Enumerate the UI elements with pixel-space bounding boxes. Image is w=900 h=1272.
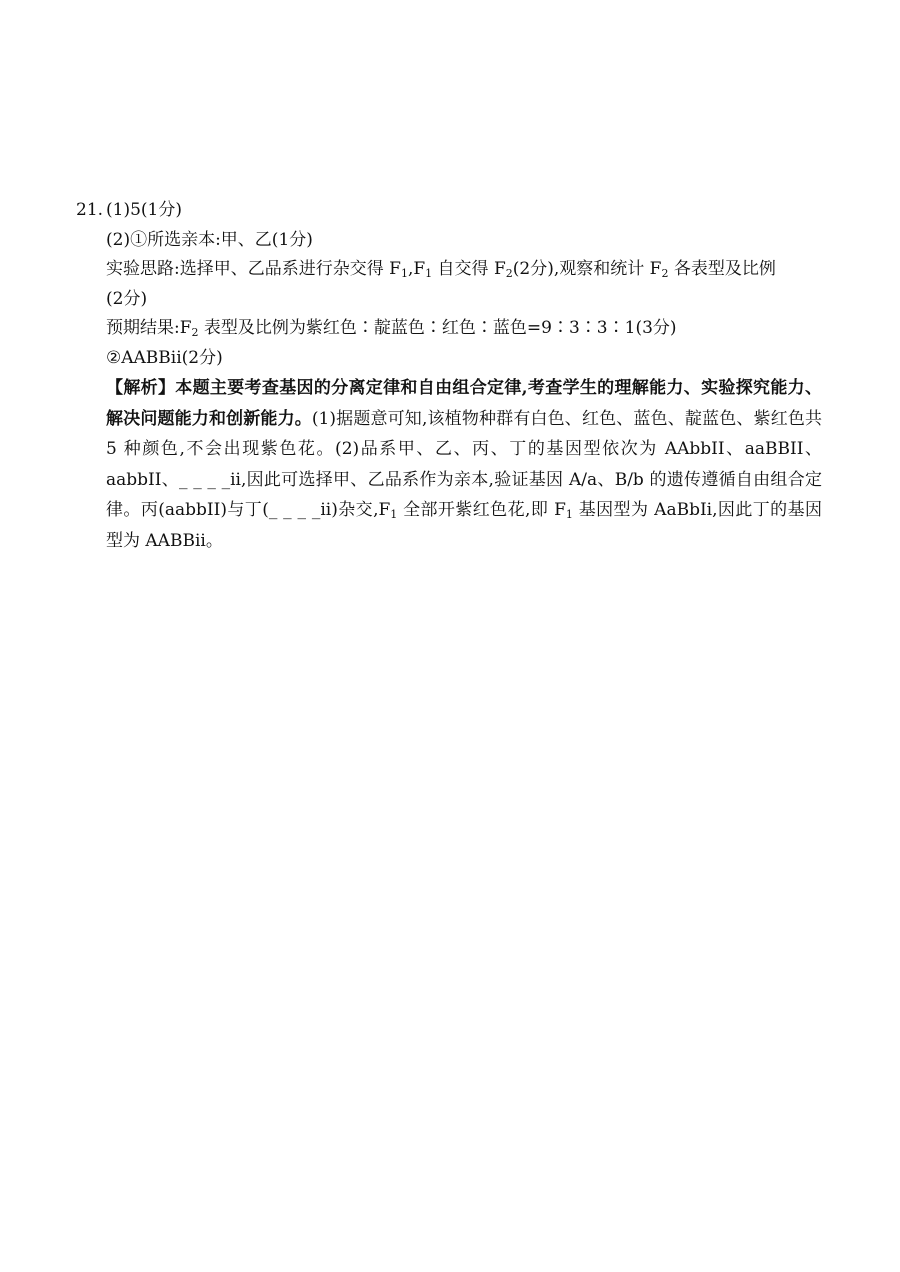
question-number: 21.	[76, 200, 104, 220]
part2b-answer: ②AABBii(2分)	[106, 347, 223, 368]
analysis-lead: 本题主要考查基因的分离定律和自由组合定律,考查学生的理解能力、实验探究能力、解决问题能力和创新能力。	[106, 378, 823, 429]
expected-result-line: 预期结果$:F_2$ 表型及比例为紫红色∶靛蓝色∶红色∶蓝色=9∶3∶3∶1(3分)	[106, 318, 677, 339]
experiment-idea-score: (2分)	[106, 288, 148, 309]
experiment-idea-line: 实验思路:选择甲、乙品系进行杂交得 $F_1,F_1$ 自交得 $F_2(2$分),观察和统计 $F_2$ 各表型及比例	[106, 259, 776, 280]
analysis-paragraph: 【解析】本题主要考查基因的分离定律和自由组合定律,考查学生的理解能力、实验探究能力、解决问题能力和创新能力。(1)据题意可知,该植物种群有白色、红色、蓝色、靛蓝色、紫红色共 5 种颜色,不会出现紫色花。(2)品系甲、乙、丙、丁的基因型依次为 AAbbII、aaBBII、aabbII、_ _ _ _ii,因此可选择甲、乙品系作为亲本,验证基因 A/a、B/b 的遗传遵循自由组合定律。丙(aabbII)与丁(_ _ _ _ii)杂交$,F_1$ 全部开紫红色花,即 $F_1$ 基因型为 AaBbIi,因此丁的基因型为 AABBii。	[106, 378, 823, 551]
part1-answer: (1)5(1分)	[106, 200, 182, 220]
part2-intro-line: (2)①所选亲本:甲、乙(1分)	[106, 229, 313, 250]
answer-block	[76, 196, 836, 556]
part1-line	[76, 196, 836, 226]
analysis-tag: 【解析】	[106, 378, 176, 398]
